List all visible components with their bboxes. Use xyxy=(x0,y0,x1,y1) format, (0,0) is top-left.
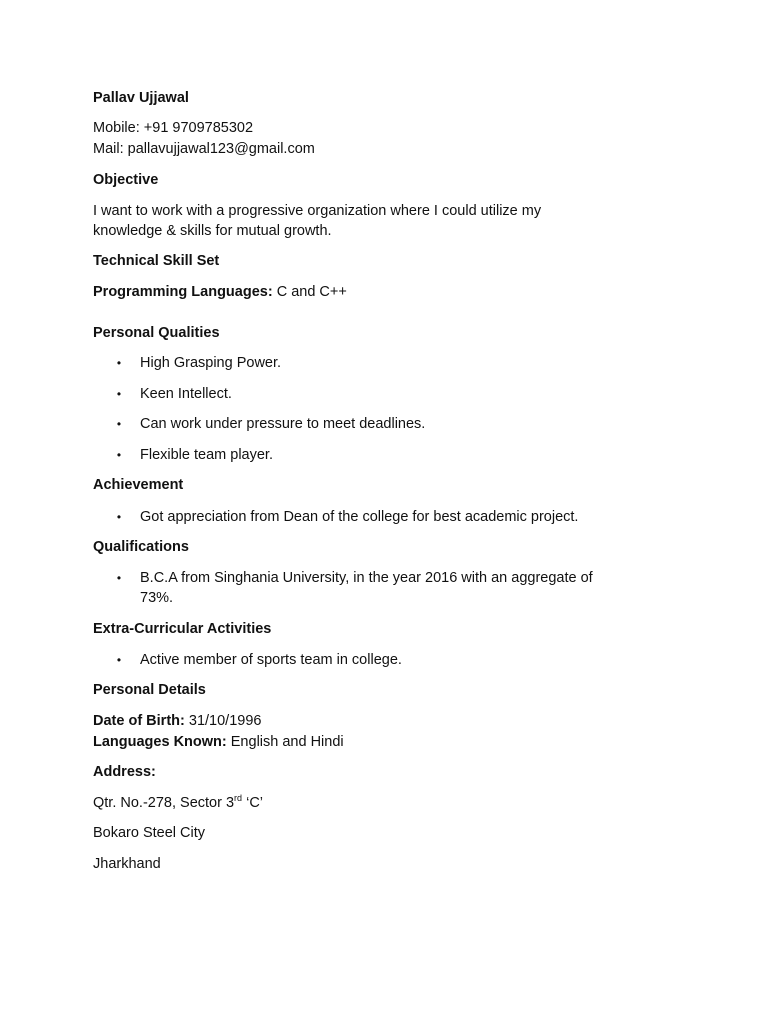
bullet-icon: • xyxy=(116,653,122,667)
bullet-icon: • xyxy=(116,510,122,524)
extra-curricular-heading: Extra-Curricular Activities xyxy=(93,621,272,637)
languages-line xyxy=(93,732,344,753)
list-item: • Flexible team player. xyxy=(93,445,740,466)
mail-line xyxy=(93,139,315,160)
personal-qualities-heading: Personal Qualities xyxy=(93,325,220,341)
resume-name: Pallav Ujjawal xyxy=(93,90,189,106)
programming-line xyxy=(93,282,347,303)
objective-line-2: knowledge & skills for mutual growth. xyxy=(93,223,332,239)
list-item: • Active member of sports team in college. xyxy=(93,650,740,671)
programming-value: C and C++ xyxy=(276,284,347,300)
address-heading: Address: xyxy=(93,764,156,780)
objective-line-1: I want to work with a progressive organization where I could utilize my xyxy=(93,203,542,219)
list-item: • B.C.A from Singhania University, in the year 2016 with an aggregate of xyxy=(93,568,740,589)
mobile-label: Mobile: xyxy=(93,120,140,136)
list-item: • Keen Intellect. xyxy=(93,384,740,405)
list-item: • Got appreciation from Dean of the college for best academic project. xyxy=(93,507,740,528)
bullet-icon: • xyxy=(116,448,122,462)
mobile-line xyxy=(93,118,253,139)
list-item-continuation: 73%. xyxy=(140,590,174,606)
languages-value: English and Hindi xyxy=(230,734,344,750)
mobile-value: +91 9709785302 xyxy=(143,120,254,136)
mail-label: Mail: xyxy=(93,141,124,157)
bullet-icon: • xyxy=(116,387,122,401)
languages-label: Languages Known: xyxy=(93,734,227,750)
achievement-heading: Achievement xyxy=(93,477,184,493)
address-line-1: Qtr. No.-278, Sector 3rd ‘C’ xyxy=(93,793,264,811)
dob-line xyxy=(93,711,261,732)
bullet-icon: • xyxy=(116,356,122,370)
technical-heading: Technical Skill Set xyxy=(93,253,220,269)
objective-heading: Objective xyxy=(93,172,159,188)
personal-details-heading: Personal Details xyxy=(93,682,206,698)
programming-label: Programming Languages: xyxy=(93,284,273,300)
address-line-2: Bokaro Steel City xyxy=(93,825,206,841)
dob-label: Date of Birth: xyxy=(93,713,185,729)
list-item: • High Grasping Power. xyxy=(93,353,740,374)
bullet-icon: • xyxy=(116,417,122,431)
mail-value: pallavujjawal123@gmail.com xyxy=(127,141,315,157)
address-line-3: Jharkhand xyxy=(93,856,161,872)
bullet-icon: • xyxy=(116,571,122,585)
qualifications-heading: Qualifications xyxy=(93,539,189,555)
dob-value: 31/10/1996 xyxy=(188,713,262,729)
list-item: • Can work under pressure to meet deadlines. xyxy=(93,414,740,435)
